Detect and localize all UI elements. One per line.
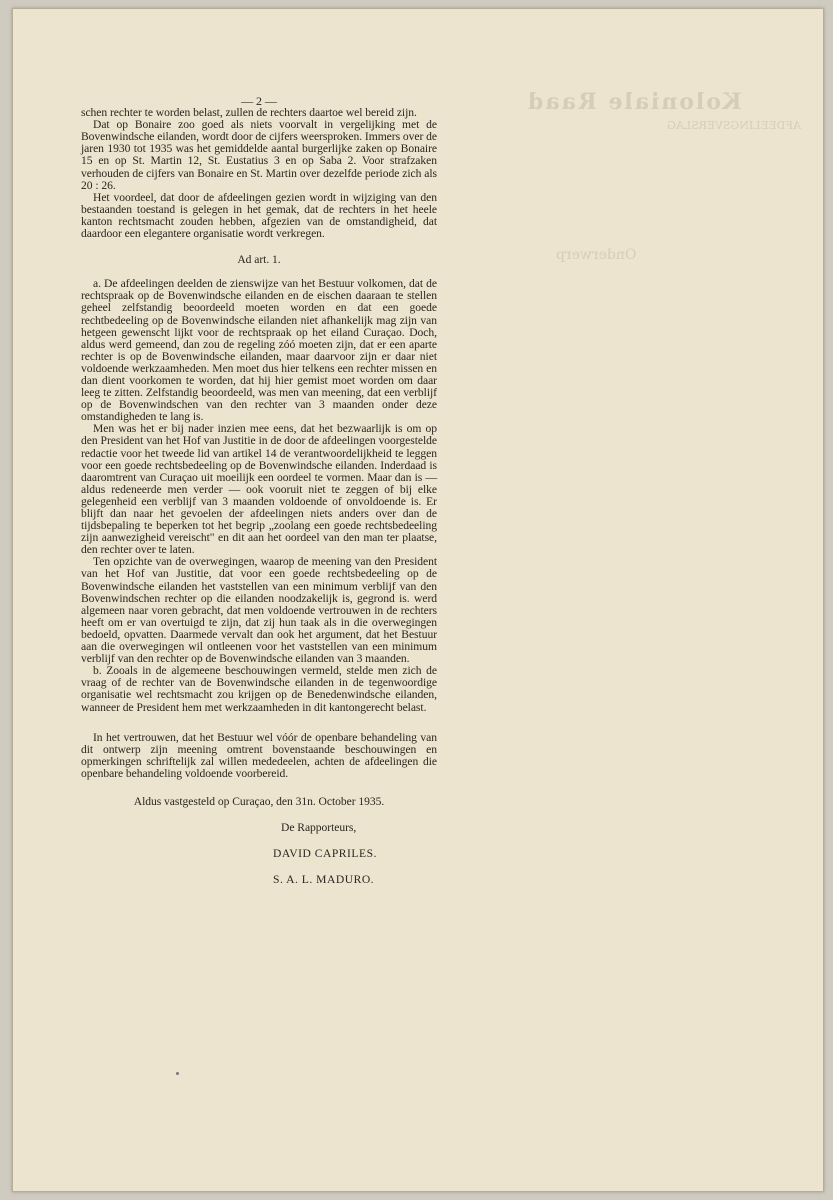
paragraph-closing: In het vertrouwen, dat het Bestuur wel vóór de openbare behandeling van dit ontwerp zijn meening omtrent bovenstaande beschouwingen en opmerkingen schriftelijk zal willen mededeelen, achten de afdeelingen die openbare behandeling voldoende voorbereid. — [81, 730, 437, 780]
paragraph-bonaire: Dat op Bonaire zoo goed als niets voorvalt in vergelijking met de Bovenwindsche eilanden, wordt door de cijfers weersproken. Immers over de jaren 1930 tot 1935 was het gemiddelde aantal burgerlijke zaken op Bonaire 15 en op St. Martin 12, St. Eustatius 3 en op Saba 2. Voor strafzaken verhouden de cijfers van Bonaire en St. Martin over dezelfde periode zich als 20 : 26. — [81, 118, 437, 192]
document-page — [12, 8, 824, 1192]
section-heading: Ad art. 1. — [237, 253, 281, 267]
paragraph-b: b. Zooals in de algemeene beschouwingen vermeld, stelde men zich de vraag of de rechter van de Bovenwindsche eilanden in de tegenwoordige organisatie wel rechtsmacht zou krijgen op de Benedenwindsche eilanden, wanneer de President hem met werkzaamheden in dit kantongerecht belast. — [81, 664, 437, 714]
paragraph-a: a. De afdeelingen deelden de zienswijze van het Bestuur volkomen, dat de rechtspraak op de Bovenwindsche eilanden en de eischen daaraan te stellen geheel zelfstandig beoordeeld moeten worden en dat een goede rechtbedeeling op de Bovenwindsche eilanden niet afhankelijk mag zijn van hetgeen gewenscht lijkt voor de rechtspraak op het eiland Curaçao. Doch, aldus werd gemeend, dan zou de regeling zóó moeten zijn, dat er een aparte rechter is op de Bovenwindsche eilanden, maar daarvoor zijn er daar niet voldoende werkzaamheden. Men moet dus hier telkens een rechter missen en dan dient voorkomen te worden, dat hij hier gemist moet worden om daar leeg te zitten. Zelfstandig beoordeeld, was men van meening, dat een verblijf op de Bovenwindschen van den rechter van 3 maanden onder deze omstandigheden te lang is. — [81, 277, 437, 424]
page-number: — 2 — — [241, 94, 277, 108]
signatory-maduro: S. A. L. MADURO. — [273, 873, 375, 887]
show-through-text — [481, 89, 801, 263]
show-through-subtitle: AFDEELINGSVERSLAG — [667, 119, 801, 132]
ink-speck — [176, 1072, 179, 1075]
show-through-subject: Onderwerp — [556, 247, 637, 263]
signatory-capriles: DAVID CAPRILES. — [273, 847, 377, 861]
spacer — [81, 714, 437, 732]
date-line: Aldus vastgesteld op Curaçao, den 31n. October 1935. — [133, 794, 385, 808]
text-column — [81, 95, 437, 886]
paragraph-overwegingen: Ten opzichte van de overwegingen, waarop de meening van den President van het Hof van Justitie, dat voor een goede rechtsbedeeling op de Bovenwindsche eilanden het vaststellen van een minimum verblijf van den Bovenwindschen rechter op die eilanden noodzakelijk is, gegrond is. werd algemeen naar voren gebracht, dat men voldoende vertrouwen in de rechters heeft om er van overtuigd te zijn, dat zij hun taak als in die overwegingen bedoeld, opvatten. Daarmede vervalt dan ook het argument, dat het Bestuur aan die overwegingen wil ontleenen voor het vaststellen van een minimum verblijf van den rechter op de Bovenwindsche eilanden van 3 maanden. — [81, 555, 437, 666]
paragraph-continuation: schen rechter te worden belast, zullen de rechters daartoe wel bereid zijn. — [81, 106, 417, 120]
paragraph-voordeel: Het voordeel, dat door de afdeelingen gezien wordt in wijziging van den bestaanden toestand is gelegen in het gemak, dat de rechters in het heele kanton rechtsmacht zouden hebben, afgezien van de omstandigheid, dat daardoor een elegantere organisatie wordt verkregen. — [81, 190, 437, 241]
show-through-title: Koloniale Raad — [526, 89, 742, 115]
paragraph-president: Men was het er bij nader inzien mee eens, dat het bezwaarlijk is om op den President van het Hof van Justitie in de door de afdeelingen voorgestelde redactie voor het tweede lid van artikel 14 de verantwoordelijkheid te leggen voor een goede rechtsbedeeling op de Bovenwindsche eilanden. Inderdaad is daaromtrent van Curaçao uit moeilijk een oordeel te vormen. Maar dan is — aldus redeneerde men verder — ook vooruit niet te zeggen of bij elke gelegenheid een verblijf van 3 maanden voldoende of onvoldoende is. Er blijft dan naar het gevoelen der afdeelingen niets anders over dan de tijdsbepaling te beperken tot het begrip „zoolang een goede rechtsbedeeling zijn aanwezigheid vereischt" en dit aan het oordeel van den man ter plaatse, den rechter over te laten. — [81, 422, 437, 557]
rapporteurs-label: De Rapporteurs, — [281, 821, 357, 835]
